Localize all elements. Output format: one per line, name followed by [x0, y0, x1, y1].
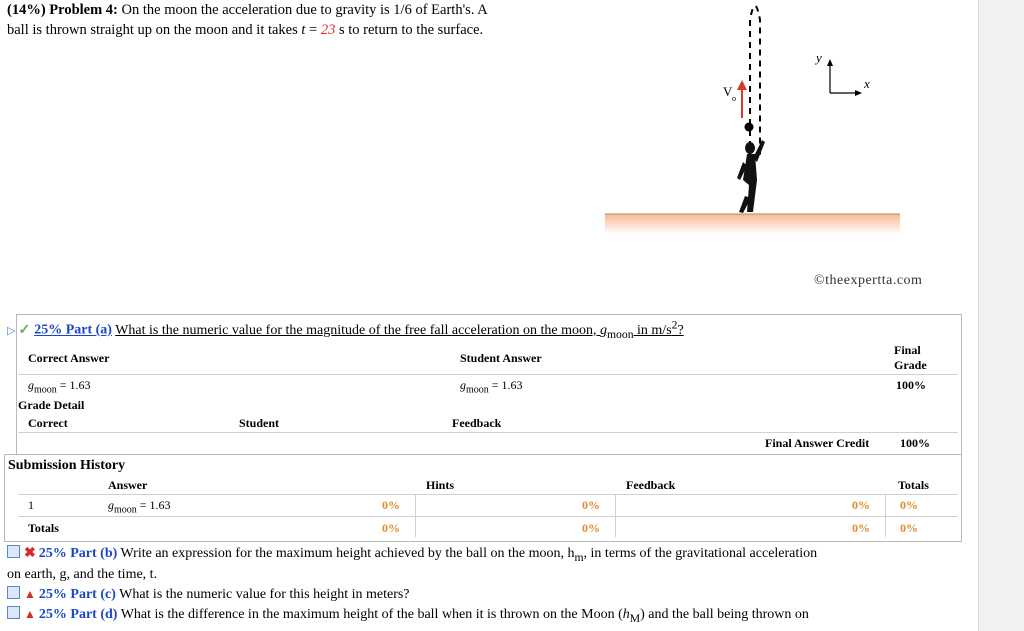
final-grade-header-2: Grade — [894, 358, 927, 372]
student-answer-value: $g_{moon} = 1.63$ — [460, 378, 523, 396]
expand-icon[interactable] — [7, 545, 20, 558]
problem-label: Problem 4: — [49, 2, 118, 18]
history-hints-header: Hints — [426, 478, 455, 492]
history-row-number: 1 — [28, 498, 34, 512]
history-totals-feedback: 0% — [582, 521, 600, 535]
warning-icon: ▲ — [24, 607, 36, 621]
expand-arrow-icon[interactable]: ▷ — [7, 324, 16, 337]
warning-icon: ▲ — [24, 587, 36, 601]
problem-weight: (14%) — [7, 2, 46, 18]
grade-detail-label: Grade Detail — [18, 398, 85, 412]
equals-sign: = — [305, 22, 321, 38]
part-b — [7, 545, 817, 564]
student-answer-header: Student Answer — [460, 351, 542, 365]
collapse-icon[interactable] — [7, 606, 20, 619]
problem-figure — [585, 0, 915, 240]
incorrect-x-icon: ✖ — [24, 546, 36, 561]
ground-surface — [605, 214, 900, 234]
part-b-link[interactable]: 25% Part (b) — [38, 546, 118, 561]
history-totals-col3: 0% — [852, 521, 870, 535]
ball — [745, 123, 754, 132]
final-grade-value: 100% — [896, 378, 926, 392]
checkmark-icon: ✓ — [18, 322, 31, 338]
person-silhouette — [737, 140, 765, 213]
part-b-line2: on earth, g, and the time, t. — [7, 567, 158, 582]
history-row-hints: 0% — [382, 498, 400, 512]
history-totals-hints: 0% — [382, 521, 400, 535]
part-a-question: What is the numeric value for the magnitude of the free fall acceleration on the moon, $g_{moon}$ in $m/s^2$? — [115, 318, 684, 341]
copyright-notice: ©theexpertta.com — [814, 273, 923, 288]
history-row-feedback: 0% — [582, 498, 600, 512]
detail-correct-header: Correct — [28, 416, 68, 430]
part-d — [7, 606, 809, 625]
history-feedback-header: Feedback — [626, 478, 676, 492]
history-totals-totals: 0% — [900, 521, 918, 535]
history-row-col3: 0% — [852, 498, 870, 512]
problem-text-line2b: s to return to the surface. — [338, 22, 484, 38]
g-symbol: g — [599, 322, 607, 338]
x-axis-arrowhead — [855, 90, 862, 96]
part-c — [7, 586, 410, 603]
time-value: 23 — [320, 22, 336, 38]
part-d-link[interactable]: 25% Part (d) — [38, 607, 118, 622]
trajectory-path — [750, 6, 760, 158]
y-axis-arrowhead — [827, 59, 833, 66]
part-a-link[interactable]: 25% Part (a) — [34, 322, 112, 338]
problem-statement — [7, 0, 567, 40]
v0-subscript: o — [732, 94, 736, 103]
submission-history-title: Submission History — [8, 458, 126, 473]
x-axis-label: x — [864, 76, 870, 91]
final-grade-header-1: Final — [894, 343, 921, 357]
detail-feedback-header: Feedback — [452, 416, 502, 430]
part-a-header — [7, 318, 684, 340]
part-d-text: What is the difference in the maximum height of the ball when it is thrown on the Moon $(h_M)$ and the ball being thrown on — [120, 607, 809, 625]
time-variable: t — [301, 22, 306, 38]
history-row-totals: 0% — [900, 498, 918, 512]
g-subscript: moon — [606, 327, 634, 341]
part-c-link[interactable]: 25% Part (c) — [38, 587, 116, 602]
detail-student-header: Student — [239, 416, 280, 430]
problem-text-line1: On the moon the acceleration due to gravity is 1/6 of Earth's. A — [121, 2, 488, 18]
collapse-icon[interactable] — [7, 586, 20, 599]
velocity-arrowhead — [737, 80, 747, 90]
part-c-text: What is the numeric value for this height in meters? — [119, 587, 410, 602]
final-answer-credit-label: Final Answer Credit — [765, 436, 870, 450]
problem-text-line2a: ball is thrown straight up on the moon and it takes — [7, 22, 298, 38]
correct-answer-header: Correct Answer — [28, 351, 110, 365]
history-answer-header: Answer — [108, 478, 148, 492]
correct-answer-value: $g_{moon} = 1.63$ — [28, 378, 91, 396]
y-axis-label: y — [816, 50, 822, 65]
history-totals-label: Totals — [28, 521, 59, 535]
v0-label: V — [723, 84, 733, 99]
final-answer-credit-value: 100% — [900, 436, 930, 450]
history-totals-header: Totals — [898, 478, 929, 492]
part-b-text: Write an expression for the maximum height achieved by the ball on the moon, $h_m$, in terms of the gravitational acceleration — [120, 546, 818, 564]
history-row-answer: $g_{moon} = 1.63$ — [108, 498, 171, 516]
scrollbar[interactable] — [978, 0, 1024, 631]
